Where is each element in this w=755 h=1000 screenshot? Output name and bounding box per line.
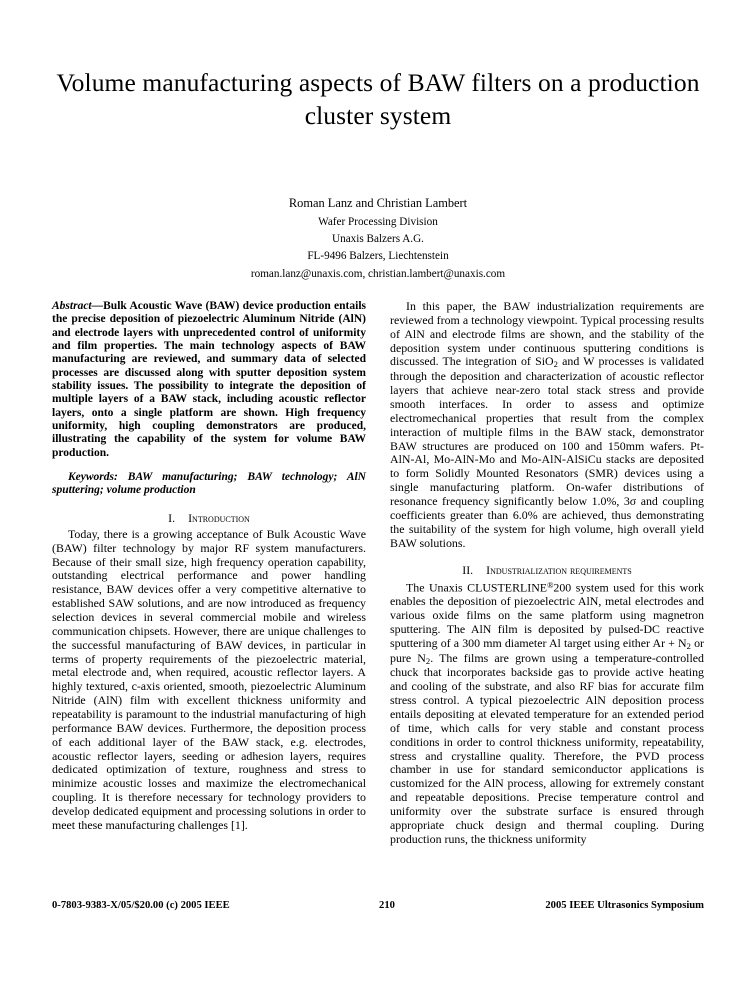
industrialization-text-part-4: . The films are grown using a temperature-controlled chuck that incorporates backside gas to provide active heating and cooling of the substrate, and also RF bias for accurate film stress control. A typical piezoelectric AlN deposition process entails depositing at elevated temperature for an extended period of time, which calls for very stable and constant process conditions in order to control thickness uniformity, repeatability, stress and crystalline quality. Therefore, the PVD process chamber in use for standard semiconductor applications is customized for the AlN process, allowing for extremely constant and repeatable depositions. Precise temperature control and uniformity over the substrate surface is ensured through appropriate chuck design and thermal coupling. During production runs, the thickness uniformity: [390, 650, 704, 846]
overview-text-part-2: and W processes is validated through the deposition and characterization of acoustic reflector layers that achieve near-zero total stack stress and provide smooth interfaces. In order to assess and optimize electromechanical properties that result from the complex interaction of multiple films in the BAW stack, demonstrator BAW structures are produced on 100 and 150mm wafers. Pt-AlN-Al, Mo-AlN-Mo and Mo-AlN-AlSiCu stacks are deposited to form Solidly Mounted Resonators (SMR) devices using a single manufacturing platform. On-wafer distributions of resonance frequency significantly below 1.0%, 3σ and coupling coefficients greater than 6.0% are achieved, thus demonstrating the suitability of the system for high volume, high overall yield BAW solutions.: [390, 354, 704, 550]
overview-text-part-1: In this paper, the BAW industrialization requirements are reviewed from a technology viewpoint. Typical processing results of AlN and electrode films are shown, and the stability of the deposition system under continuous sputtering conditions is discussed. The integration of SiO: [390, 299, 704, 369]
industrialization-text-part-1: The Unaxis CLUSTERLINE: [406, 580, 548, 595]
author-address: FL-9496 Balzers, Liechtenstein: [307, 250, 449, 263]
page-title: Volume manufacturing aspects of BAW filters on a production cluster system: [56, 68, 700, 131]
section-heading-introduction: [52, 511, 366, 525]
right-column: [390, 300, 704, 847]
author-company: Unaxis Balzers A.G.: [332, 232, 424, 245]
n2-subscript-two: 2: [425, 655, 431, 666]
author-names: Roman Lanz and Christian Lambert: [288, 196, 468, 211]
section-number: II.: [462, 563, 474, 578]
footer-copyright: 0-7803-9383-X/05/$20.00 (c) 2005 IEEE: [52, 900, 230, 911]
abstract-text: Bulk Acoustic Wave (BAW) device production entails the precise deposition of piezoelectric Aluminum Nitride (AlN) and electrode layers with unprecedented control of uniformity and film properties. The main technology aspects of BAW manufacturing are reviewed, and summary data of selected processes are discussed along with sputter deposition system stability issues. The possibility to integrate the deposition of multiple layers of a BAW stack, including acoustic reflector layers, onto a single platform are shown. High frequency uniformity, high coupling demonstrators are produced, illustrating the capability of the system for volume BAW production.: [52, 300, 366, 459]
industrialization-paragraph: [390, 581, 704, 847]
author-emails: roman.lanz@unaxis.com, christian.lambert@unaxis.com: [250, 267, 506, 280]
footer-page-number: 210: [379, 900, 395, 911]
author-division: Wafer Processing Division: [318, 215, 438, 228]
industrialization-text-part-2: 200 system used for this work enables the deposition of piezoelectric AlN, metal electrodes and various oxide films on the same platform using magnetron sputtering. The AlN film is deposited by pulsed-DC reactive sputtering of a 300 mm diameter Al target using either Ar + N: [390, 580, 704, 650]
section-name: Industrialization requirements: [486, 563, 632, 578]
abstract-label: Abstract—: [52, 300, 104, 312]
two-column-body: [52, 300, 704, 847]
section-name: Introduction: [188, 510, 250, 525]
page-content-area: [52, 0, 704, 940]
industrialization-text-part-3: or pure N: [390, 635, 704, 665]
registered-trademark-icon: ®: [547, 580, 554, 590]
n2-subscript-one: 2: [686, 640, 691, 651]
abstract-paragraph: [52, 300, 366, 460]
section-heading-industrialization: [390, 563, 704, 577]
keywords-paragraph: Keywords: BAW manufacturing; BAW technology; AlN sputtering; volume production: [52, 470, 366, 497]
bottom-margin-band: [0, 940, 755, 1000]
footer-conference: 2005 IEEE Ultrasonics Symposium: [545, 900, 704, 911]
page-footer: [52, 900, 704, 911]
sio2-subscript: 2: [553, 359, 558, 370]
section-number: I.: [168, 510, 176, 525]
left-column: [52, 300, 366, 847]
introduction-paragraph: Today, there is a growing acceptance of Bulk Acoustic Wave (BAW) filter technology by major RF system manufacturers. Because of their small size, high frequency operation capability, outstanding electrical performance and power handling resistance, BAW devices offer a very competitive alternative to established SAW solutions, and are now introduced as frequency selection devices in several commercial mobile and wireless communication chipsets. However, there are unique challenges to the successful manufacturing of BAW devices, in particular in terms of property requirements of the piezoelectric material, metal electrode and, when required, acoustic reflector layers. A highly textured, c-axis oriented, smooth, piezoelectric Aluminum Nitride (AlN) film with excellent thickness uniformity and repeatability is paramount to the industrial manufacturing of high performance BAW devices. Furthermore, the deposition process of each additional layer of the BAW stack, e.g. electrodes, acoustic reflector layers, seeding or adhesion layers, requires dedicated optimization of texture, roughness and stress to minimize acoustic losses and maximize the electromechanical coupling. It is therefore necessary for technology providers to develop dedicated equipment and processing solutions in order to meet these manufacturing challenges [1].: [52, 526, 366, 832]
author-block: [52, 194, 704, 283]
overview-paragraph: [390, 300, 704, 550]
